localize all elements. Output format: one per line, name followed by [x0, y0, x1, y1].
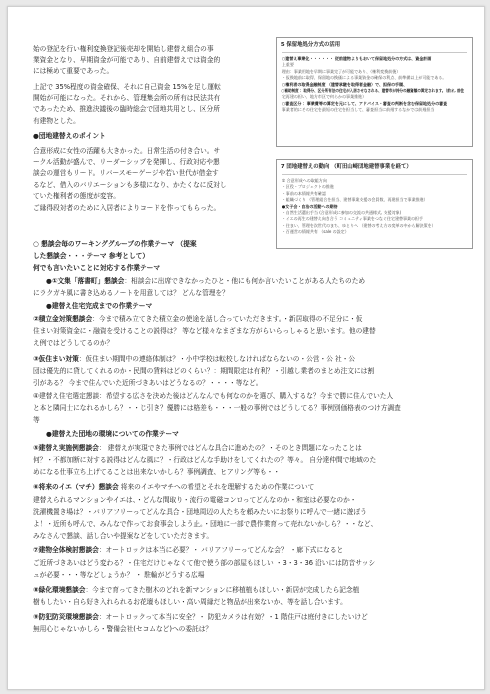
item-2	[33, 314, 362, 325]
item-label: ⑦建物全体検討懇談会	[33, 546, 99, 554]
item-8	[33, 585, 359, 596]
item-label: ●①文集「落書町」懇談会	[46, 277, 125, 285]
text-line: 上記で 35%程度の資金確保、それに自己資金 15%を足し運転	[33, 83, 221, 91]
paragraph-3	[33, 146, 265, 202]
figure-reserve-land	[276, 37, 473, 147]
figure-line: ○補助制度 ：取得分、区分所有法の住宅が入居させなされる、建替市が持分の融資額の算定されます。（前オ, 前住	[281, 88, 465, 94]
item-label: ②積立金対策懇談会	[33, 315, 93, 323]
text-line: には極めて重要であった。	[33, 67, 114, 76]
item-6-cont: 洗濯機置き場は？・バリアフリーってどんな具合・団地周辺の人たちを頼みたいにお祭りに呼んで一緒に遊ぼう	[33, 508, 367, 516]
paragraph-2	[33, 82, 265, 127]
text-line: るなど、借入のバリエーションも多様になり、かたくなに反対し	[33, 180, 227, 189]
heading-environment: ●建替えた団地の環境についての作業テーマ	[46, 430, 179, 438]
figure-line: ・イエの再生の建替え向き合う コミュニティ事業をつなぐ住宅建替事業の担手	[281, 216, 424, 222]
item-label: ⑥将来のイエ（マチ）懇談会	[33, 483, 119, 491]
item-1	[46, 276, 365, 287]
item-3	[33, 354, 355, 365]
figure-line: ・自然生活選出手当 (合意形成に参加の交流の共通様式, 支援対象)	[281, 210, 402, 216]
item-label: ⑨防犯防災環境懇談会	[33, 613, 99, 621]
figure-title: 7 団地建替えの動向 （町田山崎団地建替事業を経て）	[280, 164, 412, 170]
figure-line: ・仮換地前に取得、保留地の換価による事業資金の確保の利点、前準備以上が可能である。	[281, 75, 447, 81]
text-line: であったため、推進決議後の臨時総会で団地共用とし、区分所	[33, 105, 220, 114]
item-label: ③仮住まい対策	[33, 355, 79, 363]
item-2-cont: え例ではどうしてるのか？	[33, 339, 114, 347]
figure-line: ・事前の本情報共有確認	[281, 190, 326, 196]
text-line: ークル活動が盛んで、リーダーシップを発揮し、行政対応や懇	[33, 158, 220, 167]
item-7	[33, 545, 343, 556]
item-7-cont: ご近所づきあいはどう変わる？・住宅だけじゃなくて他で使う部の部屋もほしい ・3・3・36 沿いには防音サッシ	[33, 559, 376, 567]
figure-line: 宅再建の担い、地方市区で何らかの事業推進）	[281, 94, 367, 100]
text-line: 合意形成に女性の活躍も大きかった。日常生活の付き合い。サ	[33, 147, 221, 155]
figure-line: ・百運営の情報共有 （sale の設定）	[281, 229, 349, 235]
item-6-cont: 建替えられるマンションやイエは、・どんな間取り・流行の電磁コンロってどんなのか・和室は必要なのか・	[33, 496, 357, 504]
item-2-cont: 住まい対策資金に・融資を受けることの説得は？ 等など様々なまざまな方がらいらっしゃると思います。他の建替	[33, 327, 376, 335]
text-line: 開始が可能になった。それから、管理集会所の所有は民法共有	[33, 94, 221, 103]
item-4-cont: 等	[33, 416, 40, 424]
item-4-cont: と本と隣同士になれるかしら？・・じ引き？優勝には格差も・・・一般の事例ではどうしてる？事例別価格表のつけ方調査	[33, 404, 401, 412]
text-line: 業資金となり、早期資金が可能であり、自前建替えでは資金的	[33, 56, 221, 65]
item-3-cont: 引がある？ 今まで住んでいた近所づきあいはどうなるの？・・・・等など。	[33, 379, 263, 387]
text-line: 始の登記を行い権利変換登記後売却を開始し建替え組合の事	[33, 45, 214, 53]
item-9-cont: 無用心じゃないかしら・警備会社(セコムなど)への委託は？	[33, 625, 213, 633]
item-text: ：相談会に出席できなかったひと・他にも何か言いたいことがある人たちのため	[124, 277, 366, 285]
item-6	[33, 482, 314, 493]
item-5-cont: 何？・不都加断に対する説得はどんな風に？・行政はどんな手助けをしてくれたの？等々。 自分達仲間で地域のた	[33, 456, 377, 464]
figure-line: 理由：事業用地を早期に事業完了が可能であり、（権利変換前後）	[281, 68, 401, 74]
figure-line: ○審査区分 ：事業費等の算定を元にして、アドバイス・審査の判断を含む保留地処分の審査	[281, 100, 448, 106]
item-4: ④建替え住宅選定懇談：希望する広さを決めた後はどんなんでも何なのかを選び、購入するな？今まで勝に住んでいた人	[33, 392, 394, 400]
text-line: 談会の運営もリード。リバースモーゲージや若い世代が借金す	[33, 169, 219, 178]
text-line: 有建物とした。	[33, 116, 80, 125]
item-1-cont: にラクガキ風に書き込めるノートを用意しては？ どんな管理を？	[33, 289, 229, 297]
item-text: ：今まで積み立てきた積立金の使途を話し合っていただきます。・新居取得の不足分に・仮	[92, 315, 363, 323]
divider	[282, 174, 467, 175]
figure-line: ○権利者の取得金融制度 （建替承継を取得者金融）で、担保の手順、	[281, 81, 408, 87]
item-text: ：オートロックは本当に必要？・ バリアフリーってどんな会？ ・廊下式になると	[98, 546, 344, 554]
figure-line: ●女子会・自治の活動への期待	[281, 203, 338, 209]
figure-line: 事業者的にその住宅を最短の住宅を担当して、審査担当に前週するなかでは前週担当	[281, 107, 435, 113]
section-subtitle: 何でも言いたいことに対応する作業テーマ	[33, 264, 161, 272]
item-7-cont: ュが必要・・・等などしょうか？ ・ 駐輪がどうする広場	[33, 571, 205, 579]
document-page	[7, 6, 485, 690]
item-6-cont: みなさんで懇談、話し合いや提案などをしていただきます。	[33, 532, 214, 540]
figure-trends	[276, 159, 473, 249]
item-text: ：今まで育ってきた樹木のどれを新マンションに移植植もほしい・新居が完成したら記念植	[85, 586, 360, 594]
figure-line: ・区役・プロジェクトの推進	[281, 184, 334, 190]
heading-until-complete: ●建替え住宅完成までの作業テーマ	[46, 302, 153, 310]
item-text: ：オートロックって本当に安全？・ 防犯カメラは有効？・1 階住戸は庭付きにしたいけど	[98, 613, 368, 621]
item-6-cont: よ！・近所も呼んで、みんなで作ってお食事会しよう止。・団地に一部で農作業育って売れないかしら？・・など、	[33, 520, 378, 528]
figure-line: ○建替え事業化・・・・・・ 従前建物よりもおいて保留地処分の方式は、資金計画	[281, 56, 432, 61]
item-text: 将来のイエやマチへの希望とそれを理解するための作業について	[118, 483, 315, 491]
paragraph-4: ご縁得段対者のために入居者によりコードを作ってもらった。	[33, 204, 221, 212]
item-label: ⑧緑化環境懇談会	[33, 586, 86, 594]
figure-title: 5 保留地処分方式の活用	[280, 42, 341, 48]
item-label: ⑤建替え実施例懇談会	[33, 444, 99, 452]
section-title-cont: した懇談会・・・テーマ 参考として）	[33, 252, 150, 260]
item-9	[33, 612, 368, 623]
section-title: ○ 懇談会毎のワーキンググループの作業テーマ （提案	[33, 240, 197, 248]
item-text: ： 建替えが実現できた事例ではどんな具合に進めたの？・そのとき問題になったことは	[98, 444, 362, 452]
divider	[282, 52, 467, 53]
heading-points: ●団地建替えのポイント	[33, 132, 106, 140]
item-8-cont: 樹もしたい・自ら好き入れられるお花壇もほしい・高い周縁だと物品が出来ないか、等を話し合います。	[33, 598, 347, 606]
figure-line: 上重要	[281, 62, 294, 68]
text-line: ていた権利者の態度が変容。	[33, 191, 120, 200]
item-text: ：仮住まい期間中の連絡体制は？・小中学校は転校しなければならないの・公営・公 社・公	[78, 355, 356, 363]
item-5	[33, 443, 362, 454]
item-5-cont: めになる仕事立ち上げてることは出来ないかしら？事例調査、ヒアリング等も・・	[33, 468, 281, 476]
figure-line: ・組織づくり （管理組合を担当、建替事業支援の会員数、再建担当で事業推進）	[281, 197, 428, 203]
figure-line: ・住まい、管理を次世代のまち、ゆとりへ （建替の考え方の変革の中から解決策を）	[281, 222, 436, 228]
figure-line: ① 合意形成への取組方向	[281, 178, 327, 183]
paragraph-1	[33, 44, 265, 78]
item-3-cont: 団は優先的に貸してくれるのか・民間の賃料はどのくらい？：期間限定は有利？・引越し業者のまとめ注文には割	[33, 367, 375, 375]
